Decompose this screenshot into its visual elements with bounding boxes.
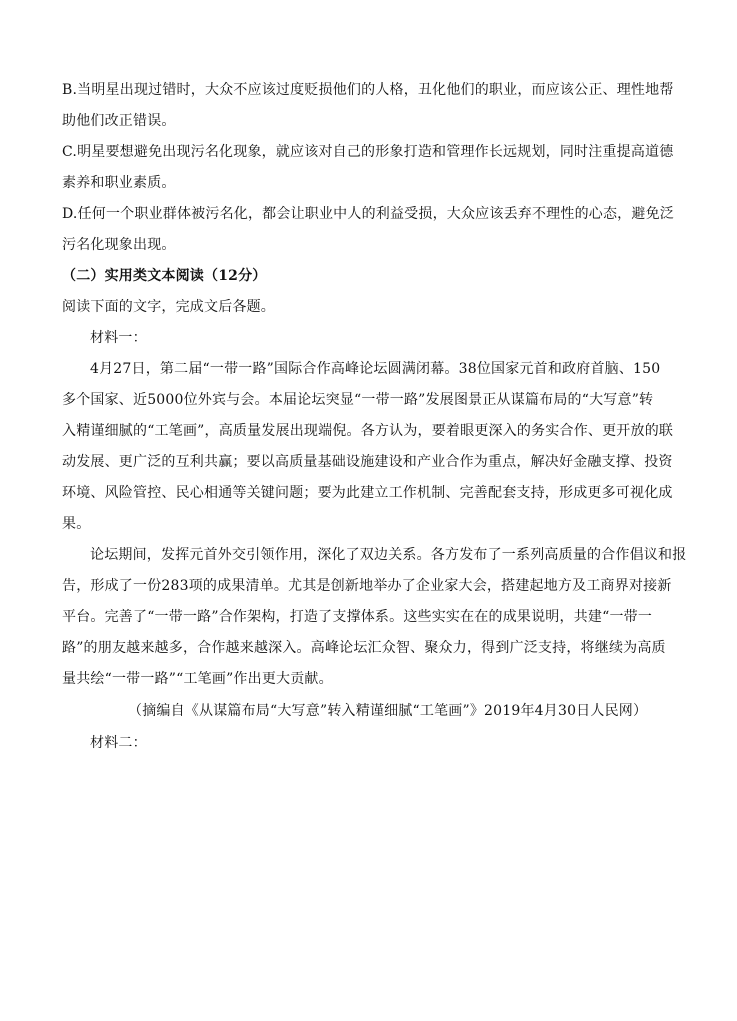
material-one-para-1-line-3: 入精谨细腻的“工笔画”，高质量发展出现端倪。各方认为，要着眼更深入的务实合作、更开放的联 [62,423,674,439]
option-c-line-1: C.明星要想避免出现污名化现象，就应该对自己的形象打造和管理作长远规划，同时注重提高道德 [62,144,674,160]
material-one-para-1-line-4: 动发展、更广泛的互利共赢；要以高质量基础设施建设和产业合作为重点，解决好金融支撑、投资 [62,454,673,470]
material-one-para-2-line-1: 论坛期间，发挥元首外交引领作用，深化了双边关系。各方发布了一系列高质量的合作倡议和报 [90,547,687,563]
option-b-line-2: 助他们改正错误。 [62,113,176,129]
material-one-para-2-line-4: 路”的朋友越来越多，合作越来越深入。高峰论坛汇众智、聚众力，得到广泛支持，将继续为高质 [62,640,666,656]
instruction-text: 阅读下面的文字，完成文后各题。 [62,299,275,315]
material-one-para-2-line-5: 量共绘“一带一路”“工笔画”作出更大贡献。 [62,671,333,687]
source-citation: （摘编自《从谋篇布局“大写意”转入精谨细腻“工笔画”》2019年4月30日人民网） [128,703,648,719]
option-b-line-1: B.当明星出现过错时，大众不应该过度贬损他们的人格，丑化他们的职业，而应该公正、理性地帮 [62,82,674,98]
material-one-para-1-line-5: 环境、风险管控、民心相通等关键问题；要为此建立工作机制、完善配套支持，形成更多可视化成 [62,485,673,501]
option-c-line-2: 素养和职业素质。 [62,175,176,191]
section-heading: （二）实用类文本阅读（12分） [62,268,267,284]
material-one-para-1-line-6: 果。 [62,516,91,532]
material-one-para-2-line-3: 平台。完善了“一带一路”合作架构，打造了支撑体系。这些实实在在的成果说明，共建“一带一 [62,609,653,625]
option-d-line-2: 污名化现象出现。 [62,237,176,253]
material-one-label: 材料一： [90,330,147,346]
material-one-para-1-line-1: 4月27日，第二届“一带一路”国际合作高峰论坛圆满闭幕。38位国家元首和政府首脑、150 [90,361,661,377]
material-one-para-2-line-2: 告，形成了一份283项的成果清单。尤其是创新地举办了企业家大会，搭建起地方及工商界对接新 [62,578,672,594]
option-d-line-1: D.任何一个职业群体被污名化，都会让职业中人的利益受损，大众应该丢弃不理性的心态，避免泛 [62,206,674,222]
material-two-label: 材料二： [90,735,147,751]
material-one-para-1-line-2: 多个国家、近5000位外宾与会。本届论坛突显“一带一路”发展图景正从谋篇布局的“大写意”转 [62,392,654,408]
